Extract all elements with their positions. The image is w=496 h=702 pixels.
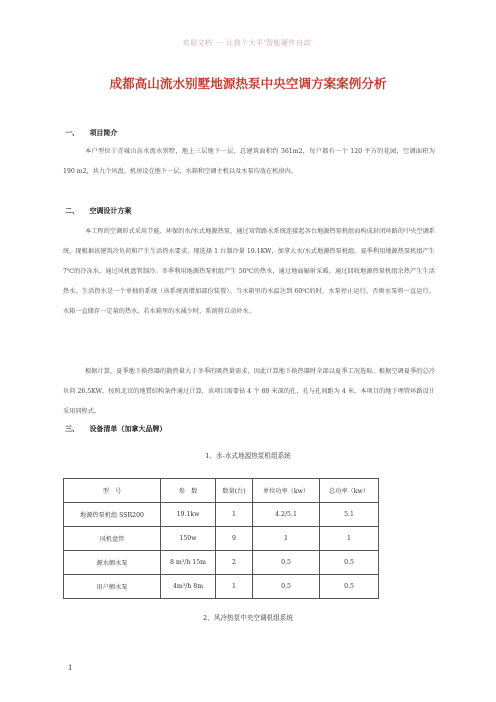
- cell-params: 4m³/h 8m: [161, 575, 216, 599]
- cell-model: 地源热泵机组 SSR200: [64, 503, 161, 527]
- cell-params: 8 m³/h 15m: [161, 551, 216, 575]
- section-number: 三、: [65, 425, 79, 433]
- column-header-unit-power: 单位功率（kw）: [253, 479, 320, 503]
- table-row: [64, 527, 379, 551]
- cell-total-power: 0.5: [320, 551, 379, 575]
- column-header-model: 型 号: [64, 479, 161, 503]
- paragraph-calculation: 根据计算，夏季地下换热器的散热量大于冬季的吸热量需求，因此计算地下换热器时全部以夏季工况选取。根据空调夏季的总冷负荷 26.5KW。按照北京的地質结构条件通过计算，该项目需要钻 4 个 80 米深的孔，孔与孔间距为 4 米，本项目的地下埋管环路设计采用同程式。: [63, 368, 435, 415]
- table-caption-air-cooled: 2、风冷热泵中央空调机组系统: [203, 614, 293, 622]
- table-row: [64, 575, 379, 599]
- section-title: 空调设计方案: [89, 207, 132, 215]
- column-header-total-power: 总功率（kw）: [320, 479, 379, 503]
- table-caption-ground-source: 1、水-水式地源热泵机组系统: [205, 452, 291, 460]
- cell-unit-power: 0.5: [253, 575, 320, 599]
- cell-model: 用户侧水泵: [64, 575, 161, 599]
- cell-params: 150w: [161, 527, 216, 551]
- cell-quantity: 1: [216, 503, 253, 527]
- column-header-params: 参 数: [161, 479, 216, 503]
- cell-unit-power: 4.2/5.1: [253, 503, 320, 527]
- section-number: 一、: [65, 129, 79, 137]
- table-row: [64, 503, 379, 527]
- section-heading-equipment-list: [65, 424, 166, 434]
- page-header-note: 欢迎文档 ··· 让我个大平'智能硬件自动': [182, 39, 314, 47]
- cell-total-power: 0.5: [320, 575, 379, 599]
- column-header-quantity: 数量(台): [216, 479, 253, 503]
- section-title: 项目简介: [89, 129, 118, 137]
- cell-unit-power: 1: [253, 527, 320, 551]
- page-number: 1: [68, 664, 73, 672]
- cell-unit-power: 0.5: [253, 551, 320, 575]
- cell-model: 源水侧水泵: [64, 551, 161, 575]
- cell-total-power: 5.1: [320, 503, 379, 527]
- section-title: 设备清单（加拿大品牌）: [89, 425, 167, 433]
- paragraph-design-plan: 本工程的空调形式采用节能、环保的水/水式地源热泵，通过双管路水系统连接起各台地源热泵机组而构成封闭环路的中央空调系统。现根据该建筑冷负荷和产生生活热水要求，现选择 1 台制冷量 19.1KW，加拿大水/水式地源热泵机组。夏季利用地源热泵机组产生 7℃的冷冻水，通过风机盘管制冷。冬季利用地源热泵机组产生 50℃的热水，通过地面辐射采暖。通过回收地源热泵机组余热产生生活热水。生活热水是一个单独的系统（该系统需增加部份装置）。当水箱里的水温达到 60℃的时，水泵停止运行，否则水泵将一直运行。水箱一直储存一定量的热水，若水箱里的水减少时，系统将自动补水。: [63, 228, 435, 315]
- table-header-row: [64, 479, 379, 503]
- equipment-table: [63, 478, 379, 599]
- cell-quantity: 2: [216, 551, 253, 575]
- cell-quantity: 9: [216, 527, 253, 551]
- section-number: 二、: [65, 207, 79, 215]
- cell-params: 19.1kw: [161, 503, 216, 527]
- paragraph-project-intro: 本户型位于青城山高水流水别墅，地上三层地下一层，总建筑面积约 361m2，每户都有一个 120 平方的花园，空调面积为 190 m2，共九个风盘。机房设在地下一层，水箱和空调主机以及水泵均放在机房内。: [63, 148, 435, 175]
- cell-model: 风机盘管: [64, 527, 161, 551]
- cell-quantity: 1: [216, 575, 253, 599]
- document-title: 成都高山流水别墅地源热泵中央空调方案案例分析: [109, 76, 387, 91]
- table-row: [64, 551, 379, 575]
- section-heading-design-plan: [65, 206, 131, 216]
- cell-total-power: 1: [320, 527, 379, 551]
